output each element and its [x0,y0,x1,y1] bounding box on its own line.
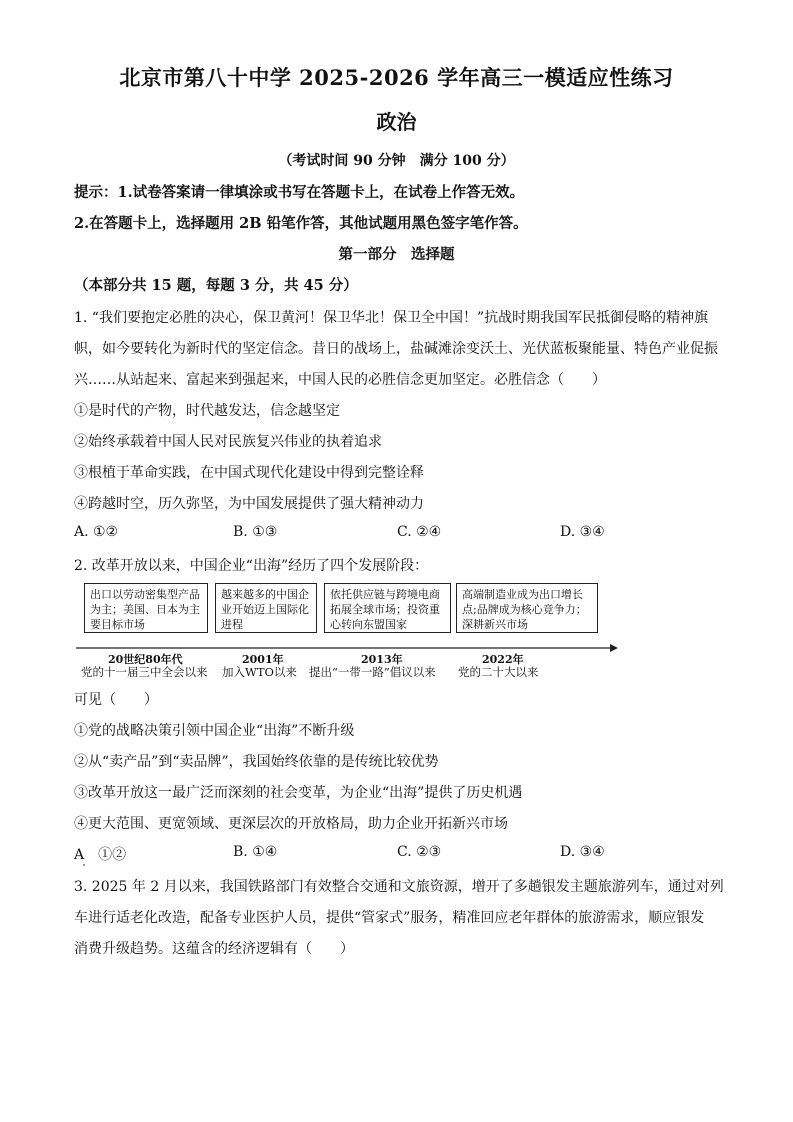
q1-option-a: A. ①② [74,524,119,540]
tip-line-1: 提示：1.试卷答案请一律填涂或书写在答题卡上，在试卷上作答无效。 [74,184,525,201]
section-title: 第一部分 选择题 [338,246,455,263]
q1-stem-line-3: 兴……从站起来、富起来到强起来，中国人民的必胜信念更加坚定。必胜信念（ ） [74,372,606,388]
timeline-label-3: 提出“一带一路”倡议以来 [309,665,436,679]
q1-statement-1: ①是时代的产物，时代越发达，信念越坚定 [74,403,340,419]
section-note: （本部分共 15 题，每题 3 分，共 45 分） [74,277,358,294]
q2-statement-1: ①党的战略决策引领中国企业“出海”不断升级 [74,723,355,739]
subject-title: 政治 [376,110,417,134]
q2-option-c: C. ②③ [397,844,442,860]
timeline-label-2: 加入WTO以来 [222,665,297,679]
q1-statement-3: ③根植于革命实践，在中国式现代化建设中得到完整诠释 [74,465,424,481]
timeline-box-1: 出口以劳动密集型产品为主；美国、日本为主要目标市场 [84,583,208,633]
exam-title: 北京市第八十中学 2025-2026 学年高三一模适应性练习 [119,65,674,90]
q2-option-b: B. ①④ [233,844,278,860]
timeline-year-1: 20世纪80年代 [108,653,183,666]
q2-follow: 可见（ ） [74,692,158,708]
timeline-year-2: 2001年 [242,653,284,666]
q1-stem-line-1: 1. “我们要抱定必胜的决心，保卫黄河！保卫华北！保卫全中国！”抗战时期我国军民抵御侵略的精神旗 [74,310,709,326]
timeline-box-2: 越来越多的中国企业开始迈上国际化进程 [215,583,317,633]
q1-statement-4: ④跨越时空，历久弥坚，为中国发展提供了强大精神动力 [74,496,424,512]
q2-option-d: D. ③④ [560,844,605,860]
scan-dot [83,864,85,866]
tip-line-2: 2.在答题卡上，选择题用 2B 铅笔作答，其他试题用黑色签字笔作答。 [74,215,528,232]
q3-stem-line-3: 消费升级趋势。这蕴含的经济逻辑有（ ） [74,941,354,957]
q3-stem-line-1: 3. 2025 年 2 月以来，我国铁路部门有效整合交通和文旅资源，增开了多趟银发主题旅游列车，通过对列 [74,879,724,895]
q1-statement-2: ②始终承载着中国人民对民族复兴伟业的执着追求 [74,434,382,450]
timeline-box-4: 高端制造业成为出口增长点;品牌成为核心竞争力；深耕新兴市场 [456,583,598,633]
q2-option-a: A ①② [74,847,127,863]
q2-stem: 2. 改革开放以来，中国企业“出海”经历了四个发展阶段： [74,558,429,574]
q1-stem-line-2: 帜，如今要转化为新时代的坚定信念。昔日的战场上，盐碱滩涂变沃土、光伏蓝板聚能量、特色产业促振 [74,341,718,357]
q3-stem-line-2: 车进行适老化改造，配备专业医护人员，提供“管家式”服务，精准回应老年群体的旅游需求，顺应银发 [74,910,705,926]
q1-option-b: B. ①③ [233,524,278,540]
timeline-label-4: 党的二十大以来 [458,665,539,679]
timeline-box-3: 依托供应链与跨境电商拓展全球市场；投资重心转向东盟国家 [324,583,451,633]
timeline-year-4: 2022年 [482,653,524,666]
timeline-year-3: 2013年 [361,653,403,666]
q2-statement-4: ④更大范围、更宽领域、更深层次的开放格局，助力企业开拓新兴市场 [74,816,508,832]
timeline-label-1: 党的十一届三中全会以来 [81,665,208,679]
exam-info: （考试时间 90 分钟 满分 100 分） [278,153,515,169]
q2-statement-3: ③改革开放这一最广泛而深刻的社会变革，为企业“出海”提供了历史机遇 [74,785,523,801]
q1-option-c: C. ②④ [397,524,442,540]
q2-statement-2: ②从“卖产品”到“卖品牌”，我国始终依靠的是传统比较优势 [74,754,439,770]
q1-option-d: D. ③④ [560,524,605,540]
